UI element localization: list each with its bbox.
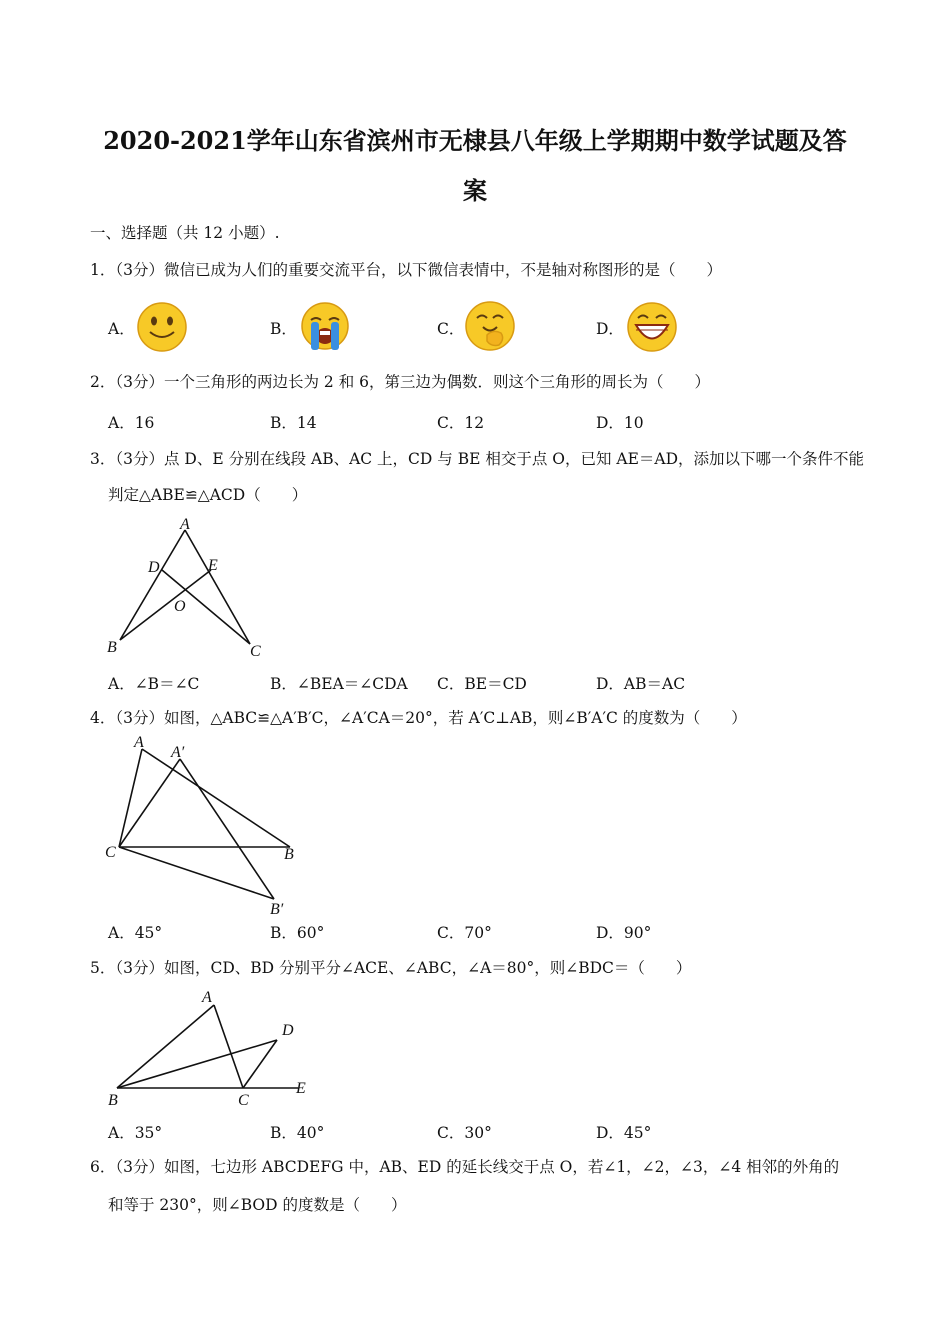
q4-option-c: C．70°: [437, 924, 492, 942]
q5-option-a: A．35°: [108, 1124, 163, 1142]
page-title-line1: 2020-2021学年山东省滨州市无棣县八年级上学期期中数学试题及答: [103, 126, 847, 155]
q3-stem-line1: 3．（3分）点 D、E 分别在线段 AB、AC 上，CD 与 BE 相交于点 O，已知 AE＝AD，添加以下哪一个条件不能: [90, 450, 865, 468]
q4-segment-ab: [142, 749, 290, 847]
q3-option-d: D．AB＝AC: [596, 675, 686, 693]
q3-option-c: C．BE＝CD: [437, 675, 527, 693]
page-title-line2: 案: [463, 176, 487, 205]
q3-segment-ac: [185, 530, 250, 644]
section-heading: 一、选择题（共 12 小题）.: [90, 224, 280, 242]
q4-stem: 4．（3分）如图，△ABC≌△A′B′C，∠A′CA＝20°，若 A′C⊥AB，则∠B′A′C 的度数为（ ）: [90, 709, 747, 727]
q3-label-b: B: [107, 639, 117, 656]
q5-segment-bd: [117, 1040, 277, 1088]
q5-option-c: C．30°: [437, 1124, 492, 1142]
q6-stem-line1: 6．（3分）如图，七边形 ABCDEFG 中，AB、ED 的延长线交于点 O，若∠1，∠2，∠3，∠4 相邻的外角的: [90, 1158, 840, 1176]
q3-option-a: A．∠B＝∠C: [108, 675, 200, 693]
grin-emoji-icon: [625, 300, 679, 354]
q5-label-d: D: [282, 1022, 294, 1039]
q4-option-b: B．60°: [270, 924, 325, 942]
q2-stem: 2．（3分）一个三角形的两边长为 2 和 6，第三边为偶数．则这个三角形的周长为（ ）: [90, 373, 710, 391]
q5-label-c: C: [238, 1092, 249, 1109]
q3-stem-line2: 判定△ABE≌△ACD（ ）: [108, 486, 308, 504]
q5-figure: [100, 985, 330, 1110]
q4-option-d: D．90°: [596, 924, 652, 942]
q5-stem: 5．（3分）如图，CD、BD 分别平分∠ACE、∠ABC，∠A＝80°，则∠BDC＝（ ）: [90, 959, 692, 977]
giggle-emoji-icon: [463, 299, 517, 353]
q5-option-b: B．40°: [270, 1124, 325, 1142]
crying-emoji-icon: [298, 300, 352, 354]
q4-label-b: B: [284, 846, 294, 863]
q3-label-d: D: [148, 559, 160, 576]
q4-option-a: A．45°: [108, 924, 163, 942]
q4-segment-cb2: [119, 847, 274, 899]
q4-figure: [100, 733, 310, 918]
q2-option-d: D．10: [596, 414, 644, 432]
q2-option-a: A．16: [108, 414, 155, 432]
q5-segment-ac: [214, 1005, 243, 1088]
q4-segment-a2b2: [180, 759, 274, 899]
q4-segment-a2c: [119, 759, 180, 847]
q5-label-b: B: [108, 1092, 118, 1109]
q2-option-c: C．12: [437, 414, 485, 432]
q4-segment-ac: [119, 749, 142, 847]
q1-option-d: D．: [596, 320, 624, 338]
q5-label-a: A: [202, 989, 212, 1006]
q3-label-o: O: [174, 598, 186, 615]
q5-label-e: E: [296, 1080, 306, 1097]
q1-option-b: B．: [270, 320, 297, 338]
q3-label-e: E: [208, 557, 218, 574]
q4-label-b-prime: B′: [270, 901, 284, 918]
q1-option-a: A．: [108, 320, 135, 338]
q5-option-d: D．45°: [596, 1124, 652, 1142]
q4-label-a: A: [134, 734, 144, 751]
q1-stem: 1．（3分）微信已成为人们的重要交流平台，以下微信表情中，不是轴对称图形的是（ ）: [90, 261, 722, 279]
q3-figure: [100, 512, 280, 662]
q2-option-b: B．14: [270, 414, 317, 432]
q3-option-b: B．∠BEA＝∠CDA: [270, 675, 408, 693]
smile-emoji-icon: [136, 301, 188, 353]
q1-option-c: C．: [437, 320, 465, 338]
q3-label-a: A: [180, 516, 190, 533]
q3-segment-be: [120, 570, 211, 640]
q3-segment-ab: [120, 530, 185, 640]
q3-label-c: C: [250, 643, 261, 660]
q6-stem-line2: 和等于 230°，则∠BOD 的度数是（ ）: [108, 1196, 407, 1214]
q4-label-c: C: [105, 844, 116, 861]
q4-label-a-prime: A′: [171, 744, 185, 761]
q5-segment-cd: [243, 1040, 277, 1088]
q5-segment-ba: [117, 1005, 214, 1088]
